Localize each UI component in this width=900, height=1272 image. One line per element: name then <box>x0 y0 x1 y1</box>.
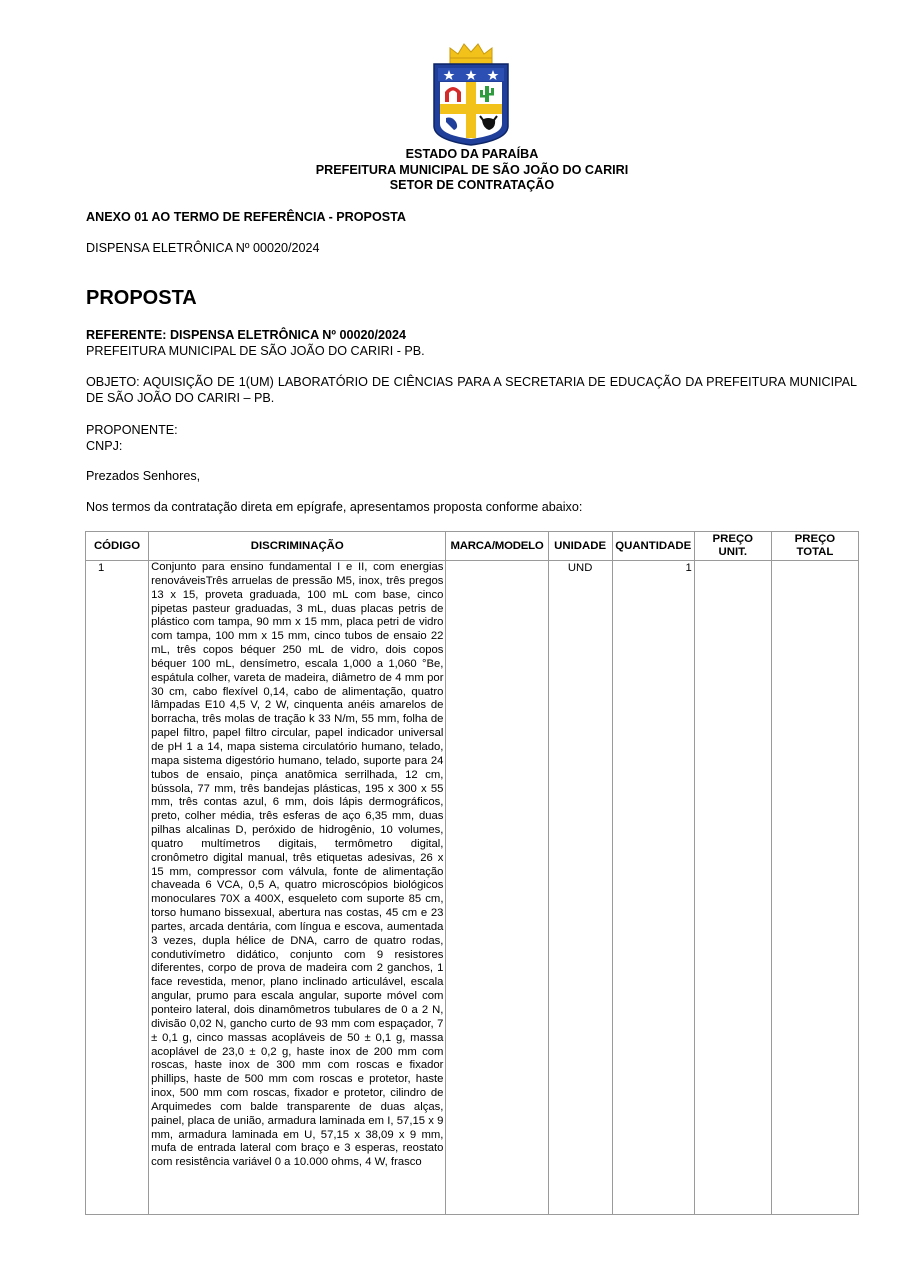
table-row <box>86 561 859 1215</box>
col-header-preco-unit: PREÇO UNIT. <box>694 532 771 561</box>
annex-title: ANEXO 01 AO TERMO DE REFERÊNCIA - PROPOSTA <box>86 210 407 224</box>
intro-paragraph: Nos termos da contratação direta em epígrafe, apresentamos proposta conforme abaixo: <box>86 500 583 514</box>
cnpj-label: CNPJ: <box>86 439 123 453</box>
items-table <box>85 531 859 1215</box>
proposal-heading: PROPOSTA <box>86 287 197 309</box>
col-header-discriminacao: DISCRIMINAÇÃO <box>149 532 446 561</box>
referente-block <box>86 327 425 359</box>
document-header <box>0 147 900 194</box>
cell-preco-unit[interactable] <box>694 561 771 1215</box>
col-header-preco-total: PREÇO TOTAL <box>771 532 858 561</box>
proponente-block <box>86 422 178 454</box>
greeting: Prezados Senhores, <box>86 469 201 483</box>
cell-preco-total[interactable] <box>771 561 858 1215</box>
proponente-label: PROPONENTE: <box>86 423 178 437</box>
cell-codigo: 1 <box>86 561 149 1215</box>
col-header-quantidade: QUANTIDADE <box>612 532 694 561</box>
cell-marca[interactable] <box>446 561 548 1215</box>
referente-title: REFERENTE: DISPENSA ELETRÔNICA Nº 00020/2024 <box>86 328 406 342</box>
referente-entity: PREFEITURA MUNICIPAL DE SÃO JOÃO DO CARIRI - PB. <box>86 344 425 358</box>
cell-unidade: UND <box>548 561 612 1215</box>
col-header-marca: MARCA/MODELO <box>446 532 548 561</box>
col-header-unidade: UNIDADE <box>548 532 612 561</box>
cell-quantidade: 1 <box>612 561 694 1215</box>
municipal-crest-logo <box>428 42 514 146</box>
objeto-paragraph: OBJETO: AQUISIÇÃO DE 1(UM) LABORATÓRIO DE CIÊNCIAS PARA A SECRETARIA DE EDUCAÇÃO DA PREFEITURA MUNICIPAL DE SÃO JOÃO DO CARIRI – PB. <box>86 375 857 405</box>
header-sector: SETOR DE CONTRATAÇÃO <box>389 178 555 192</box>
dispensa-line: DISPENSA ELETRÔNICA Nº 00020/2024 <box>86 241 320 255</box>
header-municipality: PREFEITURA MUNICIPAL DE SÃO JOÃO DO CARIRI <box>315 162 629 177</box>
header-state: ESTADO DA PARAÍBA <box>405 147 539 161</box>
table-header-row <box>86 532 859 561</box>
cell-discriminacao: Conjunto para ensino fundamental I e II, com energias renováveisTrês arruelas de pressão M5, inox, três pregos 13 x 15, proveta graduada, 100 mL com base, cinco pipetas pasteur graduadas, 3 mL, duas placas petris de plástico com tampa, 90 mm x 15 mm, placa petri de vidro com tampa, 100 mm x 15 mm, cinco tubos de ensaio 22 mL, três copos béquer 250 mL de vidro, dois copos béquer 100 mL, densímetro, escala 1,000 a 1,060 °Be, espátula colher, vareta de madeira, diâmetro de 4 mm por 30 cm, cabo flexível 0,14, cabo de alimentação, quatro lâmpadas E10 4,5 V, 2 W, cinquenta anéis amarelos de borracha, três molas de tração k 33 N/m, 55 mm, folha de papel filtro, papel filtro circular, papel indicador universal de pH 1 a 14, mapa sistema circulatório humano, telado, mapa sistema digestório humano, telado, suporte para 24 tubos de ensaio, pinça anatômica serrilhada, 12 cm, bússola, 77 mm, três bandejas plásticas, 195 x 300 x 55 mm, três contas azul, 6 mm, dois lápis dermográficos, preto, colher média, três esferas de aço 6,35 mm, duas pilhas alcalinas D, peróxido de hidrogênio, 10 volumes, quatro multímetros digitais, termômetro digital, cronômetro digital manual, três etiquetas adesivas, 26 x 15 mm, compressor com válvula, fonte de alimentação chaveada 6 VCA, 0,5 A, quatro microscópios biológicos monoculares 70X a 400X, esqueleto com suporte 85 cm, torso humano bissexual, abertura nas costas, 45 cm e 23 partes, arcada dentária, com língua e escova, aumentada 3 vezes, dupla hélice de DNA, carro de quatro rodas, condutivímetro didático, conjunto com 9 resistores diferentes, corpo de prova de madeira com 2 ganchos, 1 face revestida, menor, plano inclinado articulável, escala angular, prumo para escala angular, suporte móvel com ponteiro lateral, dois dinamômetros tubulares de 0 a 2 N, divisão 0,02 N, gancho curto de 93 mm com espaçador, 7 ± 0,1 g, cinco massas acopláveis de 50 ± 0,1 g, massa acoplável de 23,0 ± 0,2 g, haste inox de 200 mm com roscas, haste inox de 300 mm com roscas e fixador phillips, haste de 500 mm com roscas e protetor, haste inox, 500 mm com roscas, fixador e protetor, cilindro de Arquimedes com balde transparente de duas alças, painel, placa de união, armadura laminada em I, 57,15 x 9 mm, armadura laminada em U, 57,15 x 38,09 x 9 mm, mufa de entrada lateral com braço e 3 esperas, reostato com resistência variável 0 a 10.000 ohms, 4 W, frasco <box>149 561 446 1215</box>
col-header-codigo: CÓDIGO <box>86 532 149 561</box>
